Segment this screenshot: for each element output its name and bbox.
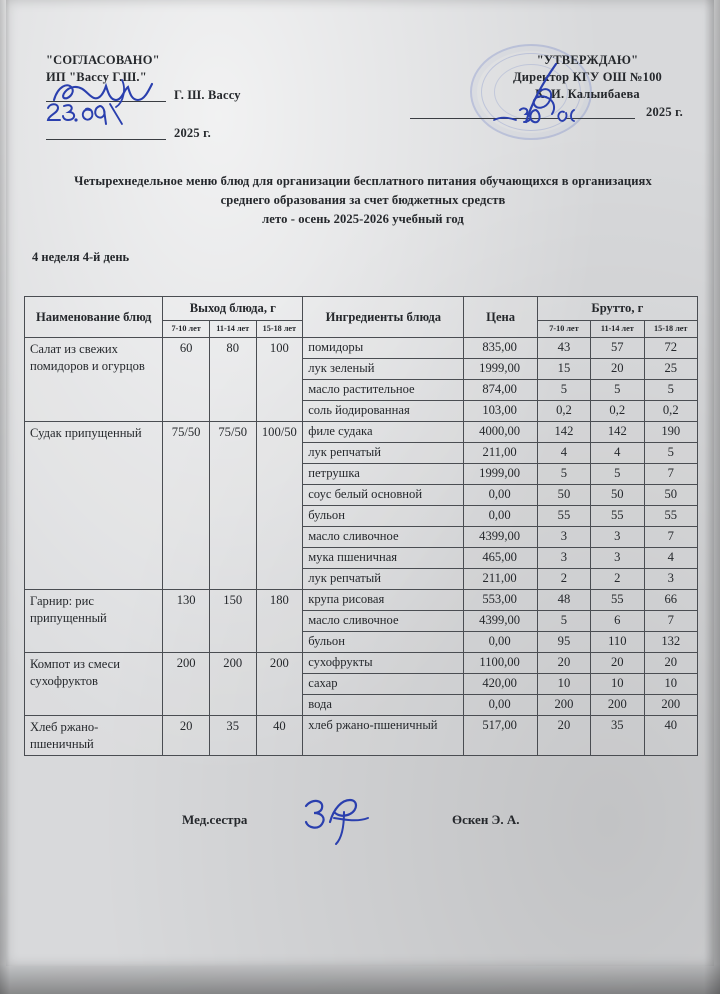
- ingredient-brutto-cell-1: 50: [591, 485, 644, 506]
- ingredient-brutto-cell-2: 10: [644, 674, 697, 695]
- ingredient-brutto-cell-0: 48: [537, 590, 590, 611]
- approval-block-left: [46, 52, 306, 140]
- signature-line: [410, 118, 560, 119]
- dish-name-cell: Гарнир: рис припущенный: [25, 590, 163, 653]
- ingredient-brutto-cell-1: 5: [591, 380, 644, 401]
- ingredient-name-cell: масло сливочное: [303, 611, 464, 632]
- table-row: [25, 338, 698, 359]
- ingredient-brutto-cell-2: 7: [644, 611, 697, 632]
- approval-block-right: [470, 52, 705, 122]
- ingredient-brutto-cell-0: 200: [537, 695, 590, 716]
- ingredient-brutto-cell-1: 3: [591, 548, 644, 569]
- ingredient-price-cell: 553,00: [464, 590, 537, 611]
- ingredient-brutto-cell-1: 5: [591, 464, 644, 485]
- approval-right-heading: "УТВЕРЖДАЮ": [536, 53, 639, 67]
- table-body: [25, 338, 698, 756]
- ingredient-brutto-cell-1: 57: [591, 338, 644, 359]
- ingredient-brutto-cell-0: 50: [537, 485, 590, 506]
- ingredient-price-cell: 4399,00: [464, 611, 537, 632]
- table-row: [25, 653, 698, 674]
- ingredient-brutto-cell-1: 55: [591, 590, 644, 611]
- ingredient-name-cell: мука пшеничная: [303, 548, 464, 569]
- page-edge-shadow-left: [0, 0, 10, 994]
- ingredient-brutto-cell-0: 5: [537, 464, 590, 485]
- ingredient-brutto-cell-2: 132: [644, 632, 697, 653]
- table-header-row-1: [25, 297, 698, 321]
- week-day-label: 4 неделя 4-й день: [32, 250, 130, 264]
- ingredient-brutto-cell-2: 40: [644, 716, 697, 756]
- th-portion-group: Выход блюда, г: [163, 297, 303, 321]
- ingredient-brutto-cell-0: 43: [537, 338, 590, 359]
- th-portion-age-15-18: 15-18 лет: [256, 321, 303, 338]
- ingredient-name-cell: сухофрукты: [303, 653, 464, 674]
- ingredient-brutto-cell-1: 35: [591, 716, 644, 756]
- th-price: Цена: [464, 297, 537, 338]
- dish-portion-cell-2: 180: [256, 590, 303, 653]
- ingredient-name-cell: сахар: [303, 674, 464, 695]
- th-brutto-age-11-14: 11-14 лет: [591, 321, 644, 338]
- dish-portion-cell-1: 75/50: [209, 422, 256, 590]
- ingredient-price-cell: 0,00: [464, 506, 537, 527]
- th-portion-age-7-10: 7-10 лет: [163, 321, 210, 338]
- approval-right-org: Директор КГУ ОШ №100: [512, 70, 662, 84]
- ingredient-name-cell: лук зеленый: [303, 359, 464, 380]
- dish-name-cell: Судак припущенный: [25, 422, 163, 590]
- ingredient-name-cell: петрушка: [303, 464, 464, 485]
- ingredient-brutto-cell-0: 3: [537, 527, 590, 548]
- date-line: [46, 139, 166, 140]
- dish-portion-cell-2: 40: [256, 716, 303, 756]
- ingredient-brutto-cell-1: 2: [591, 569, 644, 590]
- ingredient-brutto-cell-2: 25: [644, 359, 697, 380]
- ingredient-price-cell: 517,00: [464, 716, 537, 756]
- ingredient-brutto-cell-0: 142: [537, 422, 590, 443]
- th-ingredients: Ингредиенты блюда: [303, 297, 464, 338]
- th-brutto-group: Брутто, г: [537, 297, 697, 321]
- document-title-line2: среднего образования за счет бюджетных средств: [220, 193, 506, 207]
- approval-left-name: Г. Ш. Вассу: [174, 88, 241, 102]
- ingredient-name-cell: масло растительное: [303, 380, 464, 401]
- ingredient-price-cell: 211,00: [464, 569, 537, 590]
- th-dish-name: Наименование блюд: [25, 297, 163, 338]
- ingredient-brutto-cell-0: 3: [537, 548, 590, 569]
- ingredient-brutto-cell-0: 5: [537, 380, 590, 401]
- ingredient-brutto-cell-0: 20: [537, 653, 590, 674]
- ingredient-name-cell: хлеб ржано-пшеничный: [303, 716, 464, 756]
- th-brutto-age-7-10: 7-10 лет: [537, 321, 590, 338]
- ingredient-brutto-cell-1: 0,2: [591, 401, 644, 422]
- ingredient-brutto-cell-0: 0,2: [537, 401, 590, 422]
- ingredient-brutto-cell-1: 20: [591, 359, 644, 380]
- dish-portion-cell-0: 200: [163, 653, 210, 716]
- ingredient-price-cell: 835,00: [464, 338, 537, 359]
- ingredient-name-cell: вода: [303, 695, 464, 716]
- page-edge-shadow-right: [704, 0, 720, 994]
- document-title-line3: лето - осень 2025-2026 учебный год: [262, 212, 464, 226]
- approval-left-year: 2025 г.: [174, 126, 211, 140]
- ingredient-price-cell: 1999,00: [464, 464, 537, 485]
- ingredient-brutto-cell-1: 55: [591, 506, 644, 527]
- ingredient-price-cell: 211,00: [464, 443, 537, 464]
- table-head: [25, 297, 698, 338]
- approval-left-org: ИП "Вассу Г.Ш.": [46, 70, 147, 84]
- approval-right-name: К. И. Калыибаева: [535, 87, 640, 101]
- ingredient-brutto-cell-2: 190: [644, 422, 697, 443]
- dish-portion-cell-2: 200: [256, 653, 303, 716]
- date-line: [565, 118, 635, 119]
- ingredient-brutto-cell-2: 7: [644, 464, 697, 485]
- ingredient-name-cell: крупа рисовая: [303, 590, 464, 611]
- ingredient-brutto-cell-0: 55: [537, 506, 590, 527]
- dish-portion-cell-1: 150: [209, 590, 256, 653]
- approval-right-date-row: [470, 103, 705, 122]
- dish-portion-cell-1: 35: [209, 716, 256, 756]
- ingredient-brutto-cell-2: 0,2: [644, 401, 697, 422]
- approval-left-date-row: [46, 105, 306, 140]
- ingredient-price-cell: 1100,00: [464, 653, 537, 674]
- ingredient-name-cell: соус белый основной: [303, 485, 464, 506]
- ingredient-brutto-cell-0: 95: [537, 632, 590, 653]
- page-edge-shadow-bottom: [0, 964, 720, 994]
- ingredient-brutto-cell-1: 142: [591, 422, 644, 443]
- dish-portion-cell-0: 130: [163, 590, 210, 653]
- ingredient-name-cell: бульон: [303, 506, 464, 527]
- ingredient-price-cell: 103,00: [464, 401, 537, 422]
- ingredient-price-cell: 4000,00: [464, 422, 537, 443]
- ingredient-brutto-cell-1: 20: [591, 653, 644, 674]
- ingredient-brutto-cell-1: 110: [591, 632, 644, 653]
- ingredient-brutto-cell-1: 6: [591, 611, 644, 632]
- ingredient-brutto-cell-2: 5: [644, 443, 697, 464]
- dish-name-cell: Хлеб ржано-пшеничный: [25, 716, 163, 756]
- ingredient-name-cell: лук репчатый: [303, 569, 464, 590]
- ingredient-brutto-cell-0: 4: [537, 443, 590, 464]
- ingredient-brutto-cell-1: 10: [591, 674, 644, 695]
- table-row: [25, 716, 698, 756]
- ingredient-price-cell: 0,00: [464, 485, 537, 506]
- ingredient-name-cell: соль йодированная: [303, 401, 464, 422]
- ingredient-brutto-cell-1: 4: [591, 443, 644, 464]
- ingredient-brutto-cell-1: 200: [591, 695, 644, 716]
- ingredient-brutto-cell-2: 200: [644, 695, 697, 716]
- table-row: [25, 422, 698, 443]
- ingredient-brutto-cell-0: 15: [537, 359, 590, 380]
- dish-portion-cell-2: 100: [256, 338, 303, 422]
- approval-left-heading: "СОГЛАСОВАНО": [46, 53, 160, 67]
- footer-role-label: Мед.сестра: [182, 812, 248, 827]
- ingredient-brutto-cell-2: 66: [644, 590, 697, 611]
- ingredient-price-cell: 0,00: [464, 695, 537, 716]
- approval-left-signature-row: [46, 86, 306, 105]
- ingredient-brutto-cell-2: 55: [644, 506, 697, 527]
- ingredient-brutto-cell-0: 2: [537, 569, 590, 590]
- ingredient-name-cell: помидоры: [303, 338, 464, 359]
- document-title: [36, 172, 690, 229]
- menu-table: [24, 296, 698, 756]
- ingredient-brutto-cell-0: 5: [537, 611, 590, 632]
- dish-portion-cell-1: 80: [209, 338, 256, 422]
- ingredient-brutto-cell-2: 4: [644, 548, 697, 569]
- ingredient-price-cell: 4399,00: [464, 527, 537, 548]
- approval-right-year: 2025 г.: [646, 105, 683, 119]
- dish-portion-cell-0: 60: [163, 338, 210, 422]
- ingredient-price-cell: 465,00: [464, 548, 537, 569]
- ingredient-price-cell: 420,00: [464, 674, 537, 695]
- dish-portion-cell-2: 100/50: [256, 422, 303, 590]
- document-title-line1: Четырехнедельное меню блюд для организации бесплатного питания обучающихся в организациях: [74, 174, 652, 188]
- footer-name-label: Өскен Э. А.: [452, 812, 520, 827]
- signature-line: [46, 101, 166, 102]
- ingredient-brutto-cell-2: 50: [644, 485, 697, 506]
- dish-name-cell: Компот из смеси сухофруктов: [25, 653, 163, 716]
- ingredient-brutto-cell-2: 72: [644, 338, 697, 359]
- th-brutto-age-15-18: 15-18 лет: [644, 321, 697, 338]
- ingredient-brutto-cell-2: 20: [644, 653, 697, 674]
- ingredient-price-cell: 1999,00: [464, 359, 537, 380]
- th-portion-age-11-14: 11-14 лет: [209, 321, 256, 338]
- ingredient-name-cell: лук репчатый: [303, 443, 464, 464]
- ingredient-price-cell: 0,00: [464, 632, 537, 653]
- ingredient-brutto-cell-1: 3: [591, 527, 644, 548]
- ingredient-price-cell: 874,00: [464, 380, 537, 401]
- ingredient-brutto-cell-0: 10: [537, 674, 590, 695]
- ingredient-name-cell: масло сливочное: [303, 527, 464, 548]
- dish-portion-cell-0: 75/50: [163, 422, 210, 590]
- dish-portion-cell-0: 20: [163, 716, 210, 756]
- ingredient-brutto-cell-2: 3: [644, 569, 697, 590]
- dish-name-cell: Салат из свежих помидоров и огурцов: [25, 338, 163, 422]
- ingredient-brutto-cell-0: 20: [537, 716, 590, 756]
- ingredient-name-cell: филе судака: [303, 422, 464, 443]
- ingredient-name-cell: бульон: [303, 632, 464, 653]
- ingredient-brutto-cell-2: 5: [644, 380, 697, 401]
- dish-portion-cell-1: 200: [209, 653, 256, 716]
- ingredient-brutto-cell-2: 7: [644, 527, 697, 548]
- table-row: [25, 590, 698, 611]
